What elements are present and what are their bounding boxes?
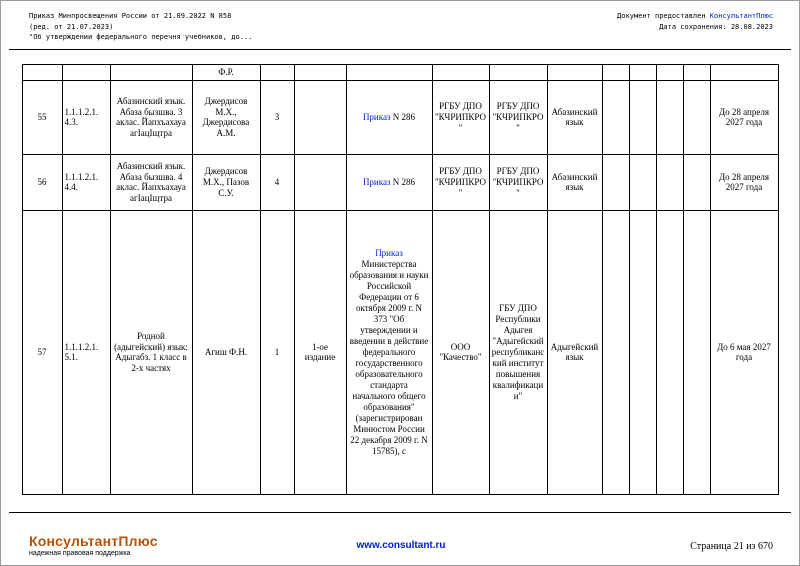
cell-empty (22, 65, 62, 81)
cell-organization-2: РГБУ ДПО "КЧРИПКРО" (489, 80, 547, 154)
cell-expiry: До 6 мая 2027 года (710, 210, 778, 494)
cell-expiry: До 28 апреля 2027 года (710, 80, 778, 154)
textbooks-table (22, 64, 779, 495)
cell-empty (629, 154, 656, 210)
document-title-block (29, 11, 252, 43)
consultant-url[interactable]: www.consultant.ru (356, 540, 446, 551)
cell-empty (110, 65, 192, 81)
cell-empty (547, 65, 602, 81)
cell-order (346, 80, 432, 154)
cell-empty (656, 210, 683, 494)
cell-empty (683, 210, 710, 494)
cell-language: Адыгейский язык (547, 210, 602, 494)
consultantplus-brand (29, 533, 277, 557)
cell-empty (710, 65, 778, 81)
table-row-partial (22, 65, 778, 81)
cell-organization-1: РГБУ ДПО "КЧРИПКРО" (432, 154, 489, 210)
page-counter: Страница 21 из 670 (690, 541, 773, 552)
cell-edition (294, 80, 346, 154)
cell-language: Абазинский язык (547, 154, 602, 210)
cell-code: 1.1.1.2.1. 4.4. (62, 154, 110, 210)
document-header (1, 1, 799, 49)
order-text: N 286 (392, 111, 416, 122)
order-text: Министерства образования и науки Российской Федерации от 6 октября 2009 г. N 373 "Об утверждении и введении в действие федерального государственного образовательного стандарта начального общего образования" (зарегистрирован Минюстом России 22 декабря 2009 г. N 15785), с (349, 259, 429, 456)
cell-organization-1: РГБУ ДПО "КЧРИПКРО" (432, 80, 489, 154)
document-footer (29, 533, 773, 557)
cell-empty (656, 65, 683, 81)
document-title-line-2: (ред. от 21.07.2023) (29, 22, 114, 31)
order-link[interactable]: Приказ (362, 111, 391, 122)
brand-slogan: надежная правовая поддержка (29, 550, 131, 557)
cell-code: 1.1.1.2.1. 5.1. (62, 210, 110, 494)
cell-empty (602, 80, 629, 154)
cell-authors: Джердисов М.Х., Джердисова А.М. (192, 80, 260, 154)
cell-authors: Агиш Ф.Н. (192, 210, 260, 494)
order-link[interactable]: Приказ (362, 176, 391, 187)
cell-empty (62, 65, 110, 81)
consultantplus-logo: КонсультантПлюс (29, 533, 158, 549)
cell-authors: Джердисов М.Х., Пазов С.У. (192, 154, 260, 210)
cell-grade: 3 (260, 80, 294, 154)
document-title-line-1: Приказ Минпросвещения России от 21.09.2022 N 858 (29, 12, 232, 20)
cell-empty (683, 80, 710, 154)
cell-language: Абазинский язык (547, 80, 602, 154)
cell-empty (489, 65, 547, 81)
document-title-line-3: "Об утверждении федерального перечня учебников, до... (29, 33, 253, 41)
table-row (22, 154, 778, 210)
cell-grade: 1 (260, 210, 294, 494)
provided-info-block (617, 11, 773, 32)
cell-organization-2: РГБУ ДПО "КЧРИПКРО" (489, 154, 547, 210)
footer-divider (9, 512, 791, 513)
cell-organization-1: ООО "Качество" (432, 210, 489, 494)
consultantplus-link[interactable]: КонсультантПлюс (709, 12, 773, 20)
cell-empty (629, 65, 656, 81)
cell-title: Абазинский язык. Абаза бызшва. 4 аклас. Йапхъахауа агІацІщтра (110, 154, 192, 210)
cell-empty (346, 65, 432, 81)
cell-edition: 1-ое издание (294, 210, 346, 494)
cell-edition (294, 154, 346, 210)
cell-empty (683, 65, 710, 81)
order-link[interactable]: Приказ (375, 248, 403, 259)
cell-expiry: До 28 апреля 2027 года (710, 154, 778, 210)
cell-code: 1.1.1.2.1. 4.3. (62, 80, 110, 154)
cell-number: 57 (22, 210, 62, 494)
cell-empty (683, 154, 710, 210)
cell-empty (294, 65, 346, 81)
cell-empty (260, 65, 294, 81)
cell-number: 55 (22, 80, 62, 154)
cell-authors: Ф.Р. (192, 65, 260, 81)
cell-empty (602, 65, 629, 81)
cell-empty (432, 65, 489, 81)
provided-line (617, 11, 773, 22)
cell-title: Родной (адыгейский) язык: Адыгабз. 1 класс в 2-х частях (110, 210, 192, 494)
save-date: Дата сохранения: 28.08.2023 (659, 22, 773, 31)
header-divider (9, 49, 791, 50)
cell-title: Абазинский язык. Абаза бызшва. 3 аклас. Йапхъахауа агІацІщтра (110, 80, 192, 154)
cell-order (346, 154, 432, 210)
cell-number: 56 (22, 154, 62, 210)
provided-label: Документ предоставлен (617, 12, 706, 20)
cell-empty (629, 80, 656, 154)
cell-organization-2: ГБУ ДПО Республики Адыгея "Адыгейский республиканский институт повышения квалификации" (489, 210, 547, 494)
cell-empty (602, 154, 629, 210)
cell-empty (656, 154, 683, 210)
order-text: N 286 (392, 176, 416, 187)
cell-order (346, 210, 432, 494)
table-row (22, 80, 778, 154)
cell-empty (602, 210, 629, 494)
table-row (22, 210, 778, 494)
cell-empty (656, 80, 683, 154)
cell-grade: 4 (260, 154, 294, 210)
cell-empty (629, 210, 656, 494)
